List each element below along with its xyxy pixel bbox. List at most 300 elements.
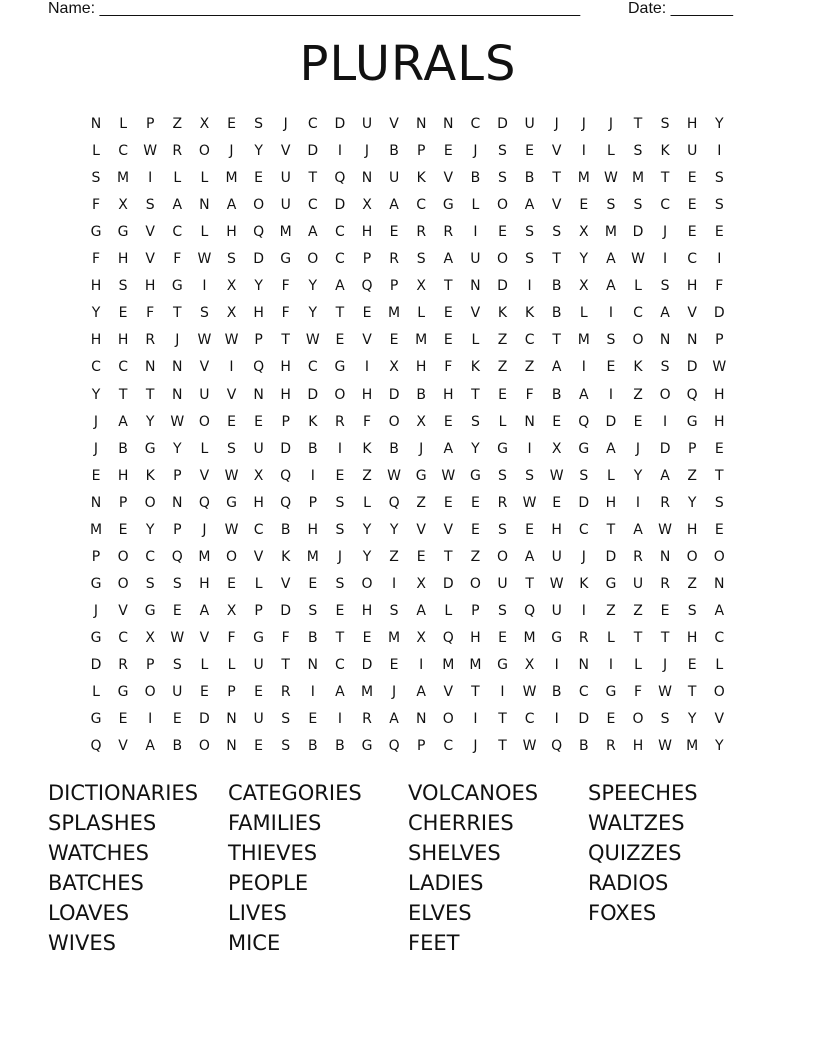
grid-letter: Q bbox=[578, 413, 590, 430]
grid-letter: R bbox=[443, 224, 454, 241]
grid-letter: D bbox=[253, 251, 264, 268]
grid-letter: H bbox=[686, 278, 698, 295]
grid-letter: H bbox=[361, 386, 373, 403]
grid-letter: L bbox=[200, 224, 209, 241]
grid-letter: N bbox=[172, 494, 183, 511]
grid-letter: A bbox=[606, 251, 616, 268]
word-list-item: SPEECHES bbox=[588, 781, 698, 805]
grid-letter: R bbox=[660, 494, 670, 511]
grid-letter: H bbox=[307, 521, 319, 538]
grid-row bbox=[93, 412, 746, 439]
grid-letter: M bbox=[577, 332, 590, 349]
grid-letter: G bbox=[361, 738, 373, 755]
grid-letter: M bbox=[279, 224, 292, 241]
grid-letter: W bbox=[603, 170, 618, 187]
word-list-item: QUIZZES bbox=[588, 840, 682, 865]
grid-letter: I bbox=[717, 251, 722, 268]
word-list-item: CATEGORIES bbox=[228, 781, 362, 805]
grid-letter: U bbox=[199, 386, 210, 403]
grid-letter: D bbox=[442, 575, 454, 592]
grid-letter: E bbox=[579, 197, 589, 214]
grid-letter: Q bbox=[686, 386, 698, 403]
grid-letter: H bbox=[632, 738, 644, 755]
grid-letter: W bbox=[197, 332, 212, 349]
grid-letter: V bbox=[199, 467, 210, 484]
grid-letter: I bbox=[527, 440, 532, 457]
grid-letter: I bbox=[229, 359, 234, 376]
grid-letter: I bbox=[554, 711, 559, 728]
grid-letter: T bbox=[552, 332, 561, 349]
grid-letter: T bbox=[471, 684, 480, 701]
grid-letter: L bbox=[715, 657, 724, 673]
grid-letter: E bbox=[227, 116, 236, 132]
grid-letter: O bbox=[307, 251, 319, 268]
grid-letter: D bbox=[199, 711, 210, 728]
grid-letter: T bbox=[525, 575, 534, 592]
grid-letter: E bbox=[254, 684, 264, 701]
grid-row bbox=[89, 520, 746, 547]
grid-letter: V bbox=[470, 305, 481, 322]
grid-row bbox=[90, 628, 746, 655]
grid-letter: Q bbox=[90, 738, 102, 755]
grid-letter: D bbox=[605, 548, 617, 565]
grid-letter: J bbox=[635, 440, 641, 457]
grid-letter: N bbox=[443, 116, 454, 132]
grid-letter: W bbox=[387, 467, 402, 484]
grid-letter: Y bbox=[362, 548, 372, 565]
grid-letter: D bbox=[713, 305, 725, 322]
grid-letter: S bbox=[498, 143, 507, 160]
grid-letter: W bbox=[224, 332, 239, 349]
grid-letter: R bbox=[416, 224, 427, 241]
grid-letter: P bbox=[118, 494, 128, 511]
grid-letter: R bbox=[362, 711, 372, 728]
grid-letter: E bbox=[443, 494, 453, 511]
grid-row bbox=[91, 547, 746, 574]
grid-letter: I bbox=[663, 251, 668, 268]
grid-letter: I bbox=[148, 170, 153, 187]
grid-letter: S bbox=[660, 359, 670, 376]
grid-letter: K bbox=[281, 548, 291, 565]
grid-letter: C bbox=[470, 116, 481, 132]
grid-letter: Q bbox=[280, 467, 292, 484]
grid-letter: S bbox=[606, 332, 616, 349]
grid-letter: Y bbox=[687, 494, 697, 511]
grid-letter: K bbox=[362, 440, 372, 457]
grid-row bbox=[92, 682, 746, 709]
grid-letter: J bbox=[473, 143, 478, 160]
grid-letter: G bbox=[117, 224, 129, 241]
grid-letter: O bbox=[713, 548, 725, 565]
grid-letter: U bbox=[361, 116, 373, 132]
grid-letter: D bbox=[307, 143, 319, 160]
grid-letter: E bbox=[118, 305, 128, 322]
grid-letter: O bbox=[469, 575, 481, 592]
grid-letter: C bbox=[633, 305, 643, 322]
grid-letter: E bbox=[389, 332, 399, 349]
grid-letter: C bbox=[118, 359, 128, 376]
grid-letter: L bbox=[579, 305, 588, 322]
grid-letter: O bbox=[198, 413, 210, 430]
grid-row bbox=[91, 303, 746, 330]
grid-letter: N bbox=[199, 197, 210, 214]
grid-letter: N bbox=[144, 359, 156, 376]
grid-letter: Y bbox=[362, 521, 372, 538]
word-list-item: ELVES bbox=[408, 900, 472, 925]
grid-letter: Q bbox=[198, 494, 210, 511]
grid-row bbox=[90, 709, 746, 736]
grid-letter: T bbox=[552, 251, 561, 268]
grid-letter: G bbox=[117, 684, 129, 701]
grid-letter: U bbox=[524, 116, 535, 132]
grid-letter: S bbox=[281, 738, 291, 755]
grid-letter: O bbox=[659, 386, 671, 403]
grid-letter: D bbox=[307, 386, 319, 403]
word-list-item: FEET bbox=[408, 930, 460, 955]
grid-letter: P bbox=[389, 278, 399, 295]
grid-letter: E bbox=[714, 224, 724, 241]
grid-letter: J bbox=[554, 116, 559, 132]
grid-letter: E bbox=[633, 413, 643, 430]
word-list-item: WIVES bbox=[48, 930, 116, 955]
grid-letter: A bbox=[606, 278, 616, 295]
grid-letter: S bbox=[118, 278, 128, 295]
grid-letter: S bbox=[254, 116, 264, 132]
grid-letter: V bbox=[280, 575, 291, 592]
grid-letter: G bbox=[469, 467, 481, 484]
grid-letter: A bbox=[118, 413, 128, 430]
grid-letter: K bbox=[525, 305, 535, 322]
grid-letter: L bbox=[606, 143, 615, 160]
grid-letter: Y bbox=[687, 711, 697, 728]
grid-letter: O bbox=[388, 413, 400, 430]
grid-letter: S bbox=[525, 251, 535, 268]
grid-letter: I bbox=[608, 657, 613, 673]
grid-letter: M bbox=[388, 305, 401, 322]
grid-letter: I bbox=[337, 143, 342, 160]
grid-letter: Z bbox=[606, 602, 616, 619]
grid-letter: D bbox=[388, 386, 400, 403]
grid-row bbox=[91, 195, 746, 222]
grid-letter: E bbox=[227, 575, 236, 592]
grid-letter: C bbox=[443, 738, 454, 755]
grid-letter: C bbox=[524, 711, 535, 728]
grid-letter: R bbox=[633, 548, 643, 565]
grid-letter: C bbox=[118, 629, 128, 646]
grid-letter: C bbox=[307, 197, 318, 214]
grid-letter: B bbox=[551, 278, 562, 295]
grid-letter: C bbox=[118, 143, 128, 160]
grid-letter: B bbox=[389, 440, 399, 457]
grid-letter: S bbox=[91, 170, 101, 187]
grid-letter: J bbox=[202, 521, 207, 538]
grid-letter: K bbox=[416, 170, 426, 187]
grid-letter: T bbox=[145, 386, 155, 403]
grid-letter: R bbox=[280, 684, 291, 701]
grid-letter: S bbox=[281, 711, 291, 728]
grid-letter: W bbox=[170, 629, 185, 646]
word-list-item: RADIOS bbox=[588, 870, 669, 895]
grid-letter: H bbox=[117, 332, 129, 349]
grid-letter: T bbox=[281, 332, 290, 349]
grid-letter: E bbox=[606, 711, 616, 728]
grid-letter: J bbox=[93, 602, 99, 619]
grid-letter: R bbox=[172, 143, 183, 160]
grid-letter: S bbox=[660, 711, 670, 728]
grid-letter: I bbox=[310, 684, 315, 701]
grid-letter: S bbox=[145, 575, 155, 592]
grid-letter: O bbox=[632, 711, 644, 728]
grid-letter: S bbox=[498, 467, 507, 484]
grid-letter: S bbox=[308, 602, 318, 619]
grid-letter: K bbox=[660, 143, 670, 160]
grid-letter: H bbox=[714, 413, 725, 430]
grid-letter: O bbox=[686, 548, 698, 565]
grid-letter: E bbox=[498, 629, 507, 646]
grid-letter: U bbox=[497, 575, 508, 592]
grid-letter: S bbox=[227, 251, 236, 268]
grid-letter: L bbox=[200, 440, 209, 457]
grid-letter: T bbox=[471, 386, 480, 403]
grid-letter: L bbox=[200, 657, 209, 673]
grid-letter: U bbox=[551, 548, 562, 565]
grid-letter: S bbox=[227, 440, 236, 457]
grid-letter: S bbox=[633, 197, 643, 214]
grid-row bbox=[93, 601, 746, 628]
grid-letter: L bbox=[173, 170, 182, 187]
grid-letter: D bbox=[280, 440, 292, 457]
grid-letter: V bbox=[551, 143, 562, 160]
grid-letter: V bbox=[199, 629, 210, 646]
grid-letter: T bbox=[444, 278, 453, 295]
grid-letter: Y bbox=[471, 440, 480, 457]
grid-letter: E bbox=[525, 521, 535, 538]
grid-letter: W bbox=[712, 359, 727, 376]
grid-letter: A bbox=[606, 440, 616, 457]
grid-letter: V bbox=[226, 386, 237, 403]
grid-letter: U bbox=[551, 602, 562, 619]
grid-letter: E bbox=[254, 738, 264, 755]
grid-letter: X bbox=[579, 224, 589, 241]
grid-letter: S bbox=[525, 224, 535, 241]
grid-letter: P bbox=[715, 332, 724, 349]
grid-letter: Z bbox=[524, 359, 535, 376]
grid-letter: I bbox=[581, 143, 586, 160]
grid-letter: A bbox=[416, 602, 426, 619]
grid-letter: H bbox=[415, 359, 427, 376]
grid-letter: F bbox=[91, 251, 101, 268]
grid-letter: N bbox=[659, 548, 671, 565]
grid-row bbox=[90, 574, 746, 601]
grid-letter: V bbox=[118, 738, 128, 755]
grid-letter: S bbox=[335, 521, 345, 538]
grid-letter: T bbox=[687, 684, 697, 701]
grid-letter: V bbox=[145, 224, 155, 241]
grid-letter: S bbox=[714, 197, 724, 214]
word-list-item: LOAVES bbox=[48, 900, 130, 925]
grid-letter: M bbox=[306, 548, 319, 565]
grid-letter: E bbox=[362, 305, 372, 322]
grid-letter: L bbox=[363, 494, 371, 511]
grid-letter: X bbox=[524, 657, 535, 673]
grid-letter: N bbox=[470, 278, 481, 295]
word-list-item: THIEVES bbox=[228, 840, 318, 865]
grid-letter: G bbox=[90, 575, 102, 592]
word-list-item: SHELVES bbox=[408, 840, 501, 865]
grid-letter: E bbox=[118, 711, 128, 728]
grid-letter: L bbox=[227, 657, 236, 673]
grid-letter: X bbox=[226, 602, 237, 619]
grid-letter: I bbox=[202, 278, 207, 295]
grid-letter: S bbox=[199, 305, 209, 322]
grid-row bbox=[90, 114, 746, 141]
grid-letter: S bbox=[145, 197, 155, 214]
grid-row bbox=[90, 493, 746, 520]
grid-letter: B bbox=[551, 305, 562, 322]
grid-letter: X bbox=[416, 575, 426, 592]
grid-letter: G bbox=[497, 440, 508, 457]
grid-letter: A bbox=[443, 440, 454, 457]
grid-letter: Q bbox=[253, 224, 265, 241]
word-list-item: WATCHES bbox=[48, 840, 150, 865]
grid-row bbox=[91, 466, 746, 493]
grid-letter: H bbox=[686, 629, 698, 646]
grid-letter: X bbox=[145, 629, 155, 646]
grid-letter: H bbox=[117, 467, 129, 484]
grid-letter: T bbox=[498, 738, 507, 755]
grid-letter: H bbox=[551, 521, 562, 538]
grid-letter: Y bbox=[91, 305, 101, 322]
grid-letter: H bbox=[199, 575, 210, 592]
grid-letter: E bbox=[227, 413, 236, 430]
grid-letter: N bbox=[361, 170, 373, 187]
grid-letter: H bbox=[470, 629, 481, 646]
grid-letter: O bbox=[713, 684, 725, 701]
grid-letter: S bbox=[606, 197, 616, 214]
grid-letter: Z bbox=[497, 332, 508, 349]
grid-letter: E bbox=[470, 494, 480, 511]
grid-letter: E bbox=[687, 197, 697, 214]
grid-letter: E bbox=[254, 170, 264, 187]
grid-letter: N bbox=[686, 332, 698, 349]
grid-letter: V bbox=[443, 521, 454, 538]
grid-letter: Q bbox=[361, 278, 373, 295]
grid-letter: L bbox=[417, 305, 426, 322]
grid-letter: Y bbox=[308, 278, 318, 295]
grid-letter: P bbox=[281, 413, 290, 430]
grid-letter: E bbox=[91, 467, 101, 484]
grid-letter: P bbox=[308, 494, 318, 511]
grid-letter: W bbox=[658, 521, 673, 538]
grid-letter: C bbox=[172, 224, 183, 241]
grid-letter: Y bbox=[145, 521, 155, 538]
grid-letter: H bbox=[280, 359, 291, 376]
grid-letter: I bbox=[635, 494, 641, 511]
grid-letter: G bbox=[253, 629, 265, 646]
grid-letter: H bbox=[686, 521, 698, 538]
grid-letter: P bbox=[145, 657, 155, 673]
grid-letter: X bbox=[389, 359, 399, 376]
grid-letter: A bbox=[633, 521, 643, 538]
grid-letter: W bbox=[522, 738, 537, 755]
name-field-label: Name: ______________________________________________________ bbox=[48, 0, 581, 17]
grid-letter: G bbox=[90, 711, 102, 728]
grid-letter: W bbox=[549, 575, 564, 592]
grid-letter: A bbox=[335, 278, 345, 295]
grid-letter: V bbox=[443, 684, 454, 701]
grid-letter: J bbox=[419, 440, 424, 457]
grid-letter: X bbox=[579, 278, 589, 295]
grid-letter: S bbox=[389, 602, 399, 619]
grid-letter: E bbox=[335, 332, 345, 349]
grid-letter: B bbox=[524, 170, 535, 187]
grid-letter: T bbox=[660, 170, 670, 187]
grid-letter: D bbox=[497, 116, 508, 132]
grid-letter: J bbox=[473, 738, 478, 755]
grid-letter: N bbox=[226, 738, 237, 755]
grid-letter: E bbox=[362, 629, 372, 646]
grid-letter: Y bbox=[254, 278, 263, 295]
grid-letter: Y bbox=[633, 467, 643, 484]
grid-letter: R bbox=[606, 738, 616, 755]
grid-letter: E bbox=[714, 521, 724, 538]
grid-row bbox=[91, 249, 746, 276]
grid-letter: E bbox=[335, 602, 345, 619]
grid-letter: S bbox=[498, 170, 507, 187]
grid-letter: O bbox=[496, 197, 509, 214]
grid-letter: M bbox=[631, 170, 645, 187]
grid-letter: T bbox=[444, 548, 453, 565]
grid-letter: S bbox=[498, 521, 507, 538]
grid-letter: U bbox=[632, 575, 644, 592]
grid-letter: I bbox=[310, 467, 315, 484]
grid-letter: C bbox=[687, 251, 698, 268]
grid-letter: S bbox=[687, 602, 697, 619]
grid-letter: T bbox=[552, 170, 561, 187]
grid-letter: N bbox=[524, 413, 535, 430]
grid-letter: P bbox=[254, 332, 263, 349]
grid-letter: C bbox=[416, 197, 427, 214]
grid-letter: A bbox=[579, 386, 589, 403]
grid-letter: J bbox=[663, 657, 668, 673]
grid-letter: J bbox=[283, 116, 288, 132]
grid-letter: B bbox=[578, 738, 589, 755]
grid-letter: S bbox=[552, 224, 562, 241]
grid-letter: T bbox=[308, 170, 318, 187]
grid-letter: Z bbox=[687, 467, 697, 484]
grid-letter: O bbox=[334, 386, 346, 403]
grid-letter: D bbox=[686, 359, 698, 376]
grid-letter: Q bbox=[551, 738, 563, 755]
grid-letter: P bbox=[416, 143, 426, 160]
grid-letter: S bbox=[714, 494, 724, 511]
grid-letter: S bbox=[470, 413, 480, 430]
grid-letter: O bbox=[117, 548, 129, 565]
grid-letter: C bbox=[524, 332, 535, 349]
grid-letter: C bbox=[307, 359, 318, 376]
grid-letter: Q bbox=[171, 548, 183, 565]
grid-letter: H bbox=[686, 116, 698, 132]
grid-letter: W bbox=[658, 738, 673, 755]
grid-letter: P bbox=[254, 602, 263, 619]
grid-letter: E bbox=[389, 657, 399, 673]
grid-letter: T bbox=[173, 305, 182, 322]
grid-letter: D bbox=[334, 116, 346, 132]
grid-letter: W bbox=[522, 494, 537, 511]
grid-letter: X bbox=[253, 467, 264, 484]
grid-letter: B bbox=[118, 440, 128, 457]
grid-letter: E bbox=[416, 548, 426, 565]
